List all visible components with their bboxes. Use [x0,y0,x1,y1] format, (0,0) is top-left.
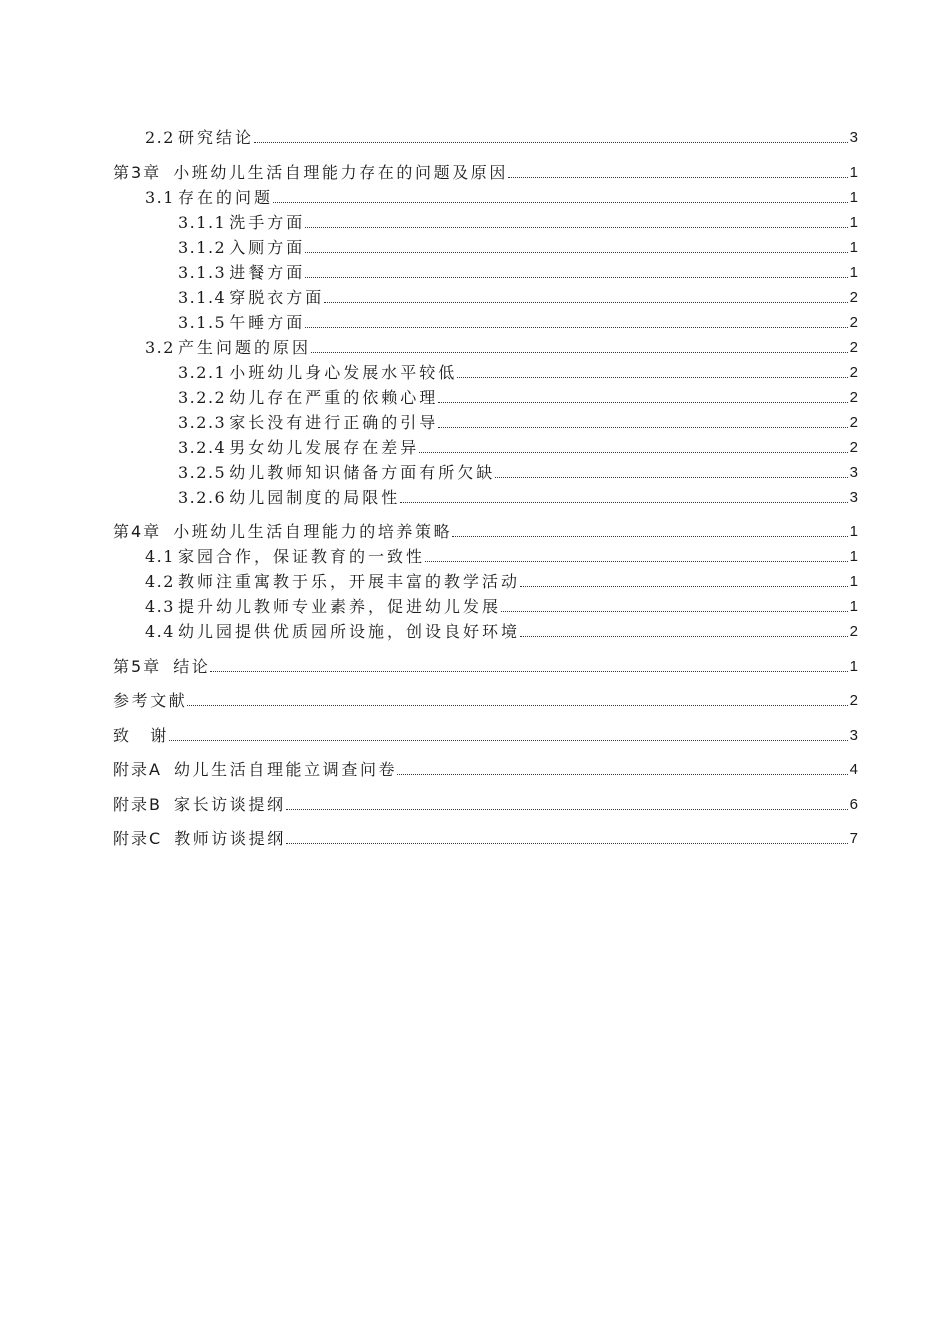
toc-chapter-label: 第3章 [113,162,162,182]
dot-leader [187,705,847,706]
dot-leader [457,377,847,378]
toc-entry-page: 2 [849,623,858,640]
toc-entry-references [113,688,858,713]
toc-entry-4-3 [113,594,858,619]
toc-entry-page: 2 [849,313,858,331]
toc-entry-title: 存在的问题 [177,187,273,207]
toc-entry-3-2-4 [113,435,858,460]
dot-leader [425,561,848,562]
toc-entry-3-2-2 [113,385,858,410]
toc-entry-3-2-3 [113,410,858,435]
toc-entry-page: 2 [849,413,858,431]
toc-entry-title: 幼儿存在严重的依赖心理 [229,387,439,407]
toc-entry-3-2 [113,335,858,360]
dot-leader [495,477,847,478]
dot-leader [452,536,847,537]
toc-entry-number: 4.4 [145,622,175,641]
toc-entry-page: 4 [849,761,858,778]
toc-entry-page: 1 [849,573,858,590]
toc-entry-2-2 [113,125,858,150]
toc-entry-title: 产生问题的原因 [177,337,311,357]
dot-leader [286,809,848,810]
toc-entry-appendix-b [113,792,858,817]
toc-chapter-label: 第5章 [113,656,162,676]
toc-entry-title: 提升幼儿教师专业素养，促进幼儿发展 [177,597,501,616]
toc-entry-4-2 [113,569,858,594]
dot-leader [210,671,847,672]
toc-entry-page: 2 [849,438,858,456]
toc-entry-number: 3.2.4 [178,437,227,457]
toc-entry-number: 3.2.6 [178,487,227,507]
toc-entry-number: 4.3 [145,597,175,616]
toc-entry-page: 2 [849,338,858,356]
toc-entry-page: 2 [849,692,858,709]
toc-entry-3-2-6 [113,485,858,510]
toc-entry-page: 2 [849,288,858,306]
toc-entry-title: 家长访谈提纲 [173,794,286,814]
toc-entry-3-1-5 [113,310,858,335]
toc-entry-page: 1 [849,238,858,256]
toc-entry-title: 家长没有进行正确的引导 [229,412,439,432]
dot-leader [438,427,847,428]
dot-leader [438,402,847,403]
dot-leader [324,302,847,303]
toc-entry-chapter-3 [113,160,858,185]
toc-entry-4-1 [113,544,858,569]
toc-entry-title: 参考文献 [113,691,188,710]
toc-entry-title: 结论 [173,656,211,676]
dot-leader [501,611,848,612]
toc-entry-appendix-a [113,757,858,782]
toc-entry-title: 小班幼儿生活自理能力的培养策略 [173,522,453,541]
toc-entry-title: 幼儿园制度的局限性 [229,487,401,507]
toc-entry-title: 幼儿生活自理能立调查问卷 [173,760,398,779]
toc-entry-title: 教师注重寓教于乐，开展丰富的教学活动 [177,572,520,591]
toc-entry-number: 3.1.4 [178,287,227,307]
toc-entry-number: 3.1 [145,187,175,207]
toc-entry-number: 3.2.2 [178,387,227,407]
toc-entry-number: 3.1.2 [178,237,227,257]
toc-entry-number: 3.2 [145,337,175,357]
toc-entry-number: 4.2 [145,572,175,591]
toc-appendix-label: 附录A [113,760,162,779]
table-of-contents [113,125,858,851]
toc-entry-title: 男女幼儿发展存在差异 [229,437,420,457]
toc-entry-title: 幼儿园提供优质园所设施，创设良好环境 [177,622,520,641]
toc-entry-title: 进餐方面 [229,262,306,282]
toc-entry-chapter-4 [113,519,858,544]
toc-entry-title: 幼儿教师知识储备方面有所欠缺 [229,462,496,482]
toc-entry-number: 2.2 [145,128,175,147]
toc-entry-title: 洗手方面 [229,212,306,232]
dot-leader [311,352,848,353]
toc-entry-number: 3.1.1 [178,212,227,232]
toc-entry-number: 3.2.5 [178,462,227,482]
toc-entry-title: 入厕方面 [229,237,306,257]
dot-leader [508,177,848,178]
toc-entry-page: 6 [849,795,858,813]
toc-entry-page: 7 [849,830,858,847]
toc-entry-acknowledgements [113,723,858,748]
toc-chapter-label: 第4章 [113,522,162,541]
toc-entry-number: 3.1.5 [178,312,227,332]
dot-leader [169,740,848,741]
toc-entry-title: 教师访谈提纲 [174,829,286,848]
dot-leader [305,327,847,328]
toc-entry-appendix-c [113,826,858,851]
toc-entry-page: 2 [849,363,858,381]
toc-entry-page: 2 [849,388,858,406]
toc-entry-page: 1 [849,598,858,615]
toc-entry-page: 1 [849,213,858,231]
toc-entry-page: 1 [849,548,858,565]
toc-entry-number: 3.2.1 [178,362,227,382]
toc-entry-page: 1 [849,263,858,281]
toc-entry-number: 4.1 [145,547,175,566]
toc-entry-number: 3.2.3 [178,412,227,432]
toc-entry-title: 午睡方面 [229,312,306,332]
dot-leader [397,774,848,775]
toc-entry-page: 1 [849,657,858,675]
dot-leader [520,636,848,637]
dot-leader [273,202,848,203]
toc-entry-3-2-1 [113,360,858,385]
dot-leader [286,843,848,844]
toc-entry-page: 1 [849,188,858,206]
toc-entry-3-1 [113,185,858,210]
toc-entry-page: 3 [849,463,858,481]
toc-entry-3-1-4 [113,285,858,310]
toc-entry-page: 1 [849,163,858,181]
dot-leader [520,586,848,587]
toc-entry-title: 小班幼儿生活自理能力存在的问题及原因 [173,162,508,182]
dot-leader [400,502,847,503]
toc-entry-title: 家园合作，保证教育的一致性 [177,547,425,566]
dot-leader [305,277,847,278]
toc-entry-3-1-2 [113,235,858,260]
toc-entry-title: 小班幼儿身心发展水平较低 [229,362,458,382]
toc-entry-4-4 [113,619,858,644]
dot-leader [305,227,847,228]
dot-leader [305,252,847,253]
toc-entry-3-2-5 [113,460,858,485]
toc-entry-chapter-5 [113,654,858,679]
toc-entry-number: 3.1.3 [178,262,227,282]
toc-entry-title: 穿脱衣方面 [229,287,325,307]
dot-leader [254,142,848,143]
toc-entry-page: 3 [849,129,858,146]
dot-leader [419,452,847,453]
toc-entry-page: 3 [849,726,858,744]
toc-entry-title: 致 谢 [113,725,169,745]
toc-entry-page: 1 [849,523,858,540]
toc-appendix-label: 附录B [113,794,162,814]
toc-entry-3-1-3 [113,260,858,285]
toc-entry-3-1-1 [113,210,858,235]
toc-appendix-label: 附录C [113,829,163,848]
toc-entry-page: 3 [849,488,858,506]
toc-entry-title: 研究结论 [177,128,254,147]
